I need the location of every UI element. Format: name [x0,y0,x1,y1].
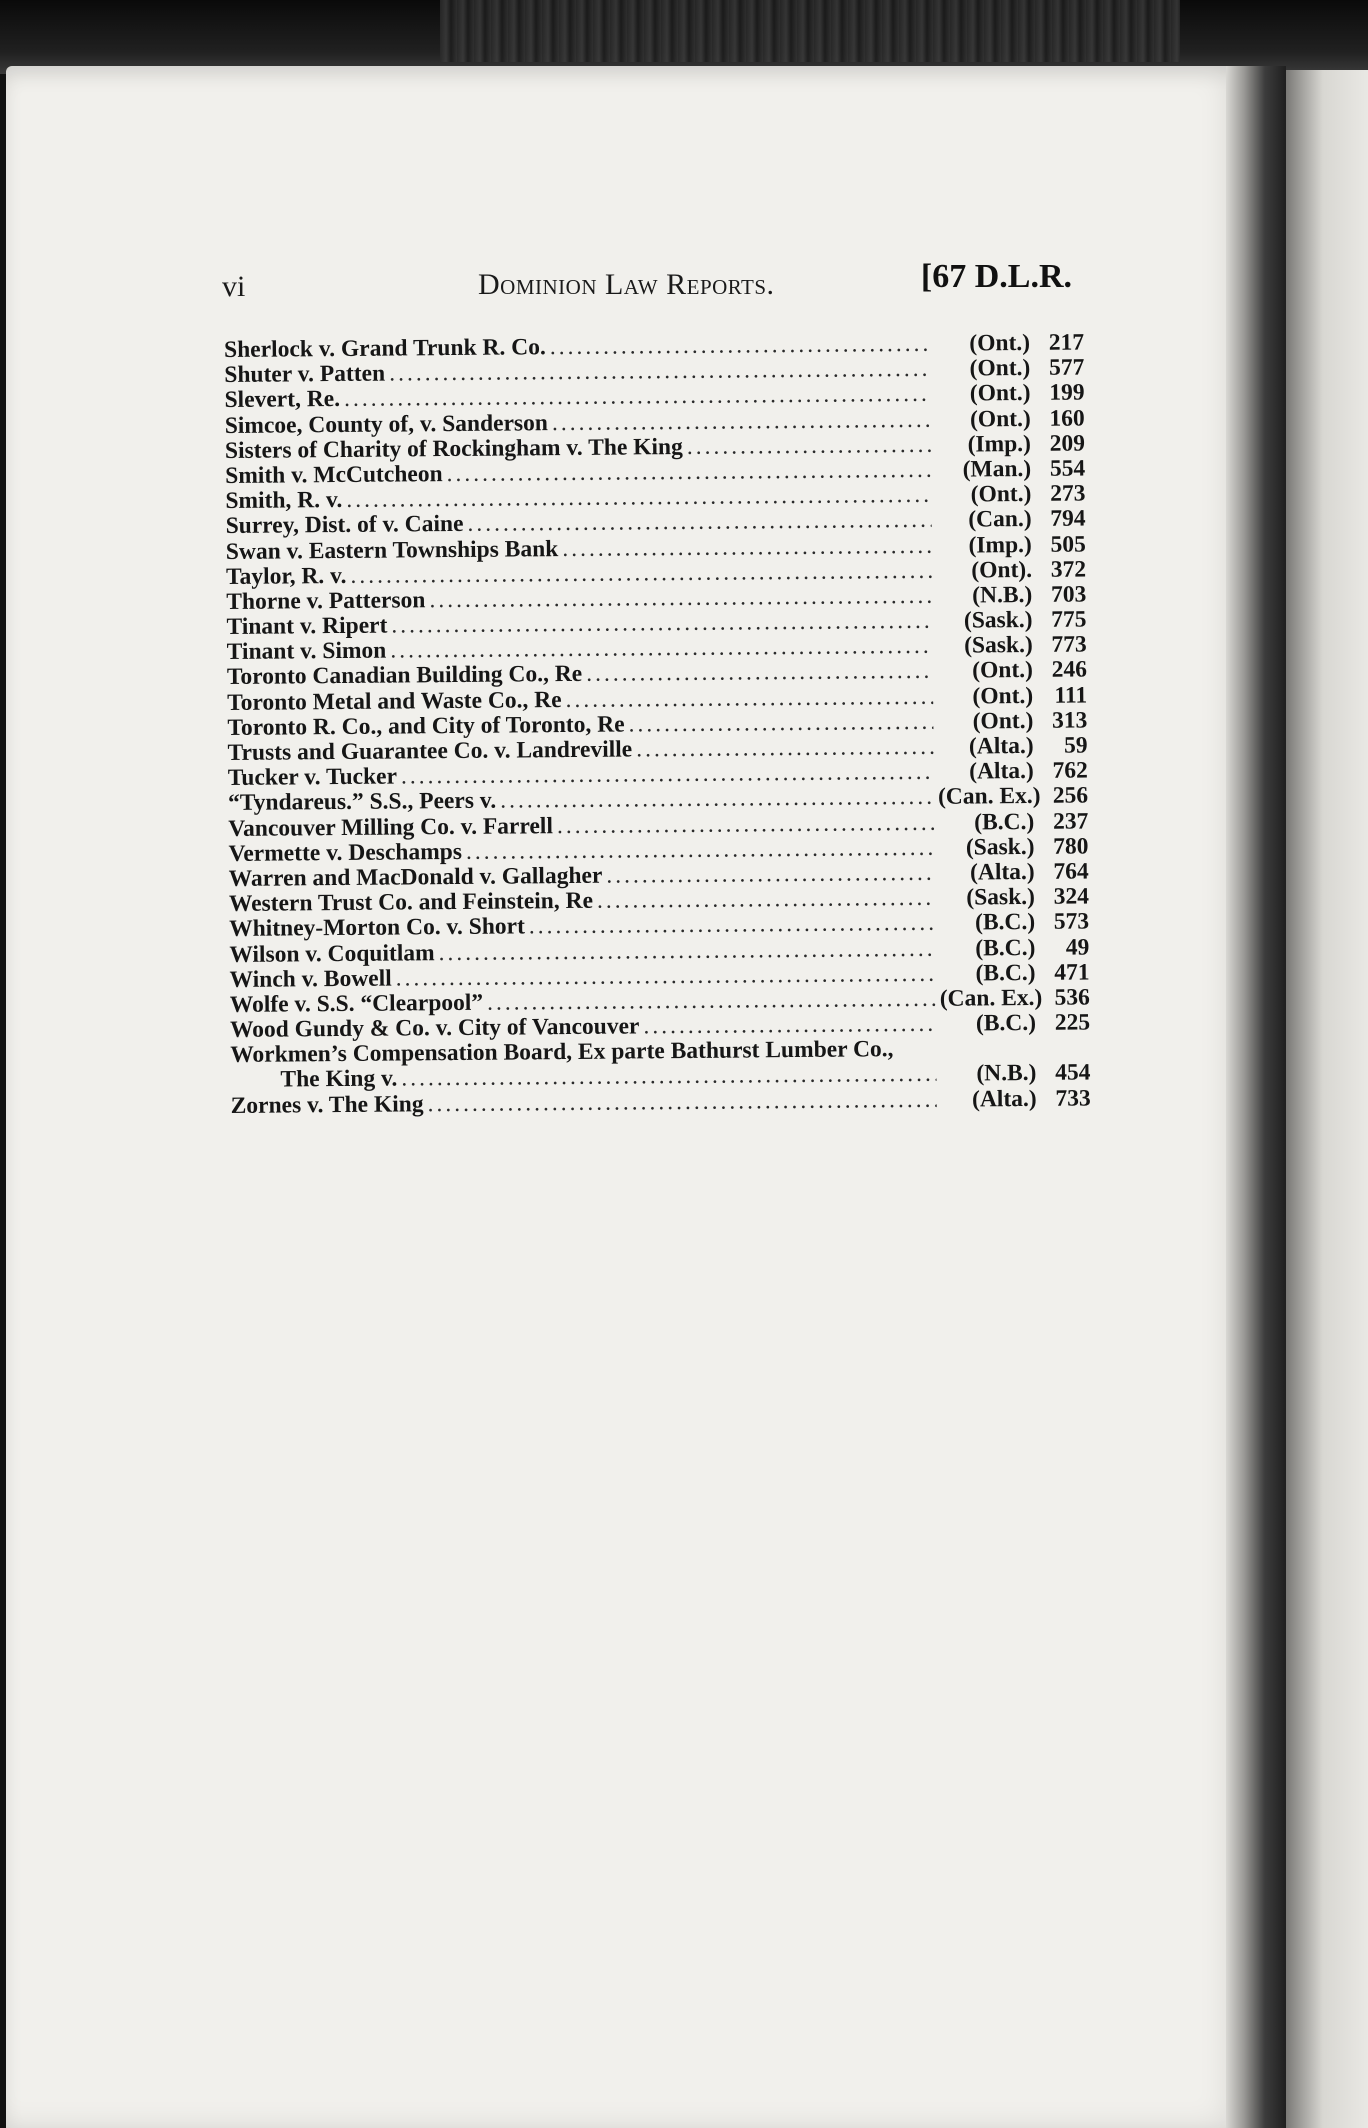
court-abbreviation: (B.C.) [975,934,1036,961]
page-number: 111 [1054,682,1088,709]
page-number: 225 [1054,1009,1091,1036]
scan-edge-artifact [440,0,1180,62]
court-abbreviation: (Ont.) [969,380,1031,407]
case-name: Taylor, R. v. [225,562,347,590]
page-number: 775 [1051,606,1087,633]
case-name: “Tyndareus.” S.S., Peers v. [227,788,497,817]
page-number: 59 [1063,732,1088,759]
case-name: Slevert, Re. [224,386,341,414]
case-name: Tucker v. Tucker [227,763,398,792]
case-name: Toronto Canadian Building Co., Re [226,661,583,691]
case-name: Vancouver Milling Co. v. Farrell [228,812,554,842]
court-abbreviation: (Alta.) [968,732,1034,760]
court-abbreviation: (Man.) [962,455,1032,483]
case-name: Sisters of Charity of Rockingham v. The King [224,433,683,464]
page-number: 577 [1048,354,1085,381]
dot-leader [557,810,935,838]
case-name: Zornes v. The King [230,1090,424,1119]
case-name: Toronto Metal and Waste Co., Re [227,686,562,716]
court-abbreviation: (B.C.) [975,1010,1037,1037]
page-number: 246 [1051,656,1088,684]
dot-leader [597,886,935,914]
court-abbreviation: (Ont). [971,556,1033,584]
page-number: 764 [1053,858,1089,885]
case-name: Wolfe v. S.S. “Clearpool” [229,989,484,1018]
dot-leader [487,987,936,1016]
page-number: 49 [1065,933,1090,961]
case-name: Tinant v. Ripert [226,612,388,641]
page-number: 773 [1051,631,1087,659]
volume-label: [67 D.L.R. [920,258,1072,295]
court-abbreviation: (Ont.) [969,405,1031,433]
book-gutter [1226,66,1286,2128]
case-name: Toronto R. Co., and City of Toronto, Re [227,711,625,741]
page-number: 372 [1050,556,1087,583]
dot-leader [550,332,931,361]
case-name-continuation: The King v. [280,1065,398,1093]
dot-leader [687,433,931,460]
page-number: 733 [1055,1085,1091,1112]
case-name: Smith v. McCutcheon [225,461,443,489]
case-name: Trusts and Guarantee Co. v. Landreville [227,736,633,766]
case-name: Vermette v. Deschamps [228,838,463,867]
case-name: Wood Gundy & Co. v. City of Vancouver [229,1013,640,1044]
court-abbreviation: (Alta.) [969,858,1035,886]
page-number: 217 [1048,329,1085,356]
court-abbreviation: (B.C.) [974,909,1036,936]
page-number: 256 [1052,782,1089,810]
page-number: 209 [1049,430,1086,457]
court-abbreviation: (Sask.) [965,833,1035,861]
case-name: Surrey, Dist. of v. Caine [225,511,464,540]
page-number: 237 [1052,808,1089,835]
page-number: 273 [1050,480,1086,507]
dot-leader [529,911,936,940]
facing-page-edge [1286,70,1368,2128]
dot-leader [606,861,935,889]
case-name: Sherlock v. Grand Trunk R. Co. [223,334,546,363]
court-abbreviation: (Ont.) [972,657,1034,684]
dot-leader [500,785,934,814]
page-number: 199 [1049,379,1085,407]
case-name: Winch v. Bowell [229,965,392,993]
court-abbreviation: (Ont.) [969,355,1031,382]
court-abbreviation: (Ont.) [972,682,1034,710]
court-abbreviation: (B.C.) [974,808,1035,836]
court-abbreviation: (Sask.) [963,607,1033,634]
page-number: 780 [1053,833,1089,860]
page-number: 762 [1052,757,1088,784]
case-name: Workmen’s Compensation Board, Ex parte Bathurst Lumber Co., [230,1036,894,1069]
dot-leader [636,735,934,763]
case-name: Western Trust Co. and Feinstein, Re [228,887,594,918]
case-name: Shuter v. Patten [224,360,386,389]
court-abbreviation: (Ont.) [969,329,1031,357]
page-number: 554 [1049,455,1086,482]
case-name: Swan v. Eastern Townships Bank [225,535,559,565]
court-abbreviation: (Imp.) [967,430,1032,458]
page-number: 703 [1050,581,1087,608]
dot-leader [427,1087,936,1117]
court-abbreviation: (Sask.) [966,884,1036,911]
court-abbreviation: (Ont.) [972,707,1034,735]
case-name: Thorne v. Patterson [226,587,426,615]
page-number: 536 [1054,984,1090,1011]
page-number: 160 [1049,405,1085,432]
case-name: Wilson v. Coquitlam [229,939,435,968]
court-abbreviation: (Alta.) [971,1085,1037,1113]
page-folio: vi [222,270,246,303]
page-number: 794 [1050,505,1086,533]
court-abbreviation: (N.B.) [972,581,1033,609]
court-abbreviation: (Imp.) [968,531,1032,559]
court-abbreviation: (Ont.) [970,481,1032,508]
page-number: 573 [1053,908,1090,936]
case-name: Smith, R. v. [225,487,343,515]
case-name: Warren and MacDonald v. Gallagher [228,862,603,892]
court-abbreviation: (Can. Ex.) [939,984,1043,1012]
dot-leader [566,684,934,712]
court-abbreviation: (Can. Ex.) [937,783,1041,811]
running-title: Dominion Law Reports. [478,268,775,301]
case-name: Tinant v. Simon [226,637,387,666]
table-of-cases [224,330,1091,1118]
case-name: Simcoe, County of, v. Sanderson [224,409,549,439]
court-abbreviation: (Alta.) [969,758,1034,785]
case-name: Whitney-Morton Co. v. Short [229,913,525,943]
page-number: 471 [1054,959,1090,986]
court-abbreviation: (N.B.) [976,1060,1037,1087]
dot-leader [628,710,933,738]
dot-leader [586,659,933,687]
page-number: 505 [1050,530,1086,558]
page-number: 324 [1053,883,1090,910]
page-number: 454 [1055,1059,1091,1087]
page-header [222,258,1072,308]
dot-leader [552,407,931,436]
court-abbreviation: (B.C.) [975,959,1036,987]
court-abbreviation: (Sask.) [964,632,1033,659]
page-number: 313 [1052,707,1088,734]
dot-leader [562,533,932,561]
court-abbreviation: (Can.) [968,506,1032,533]
